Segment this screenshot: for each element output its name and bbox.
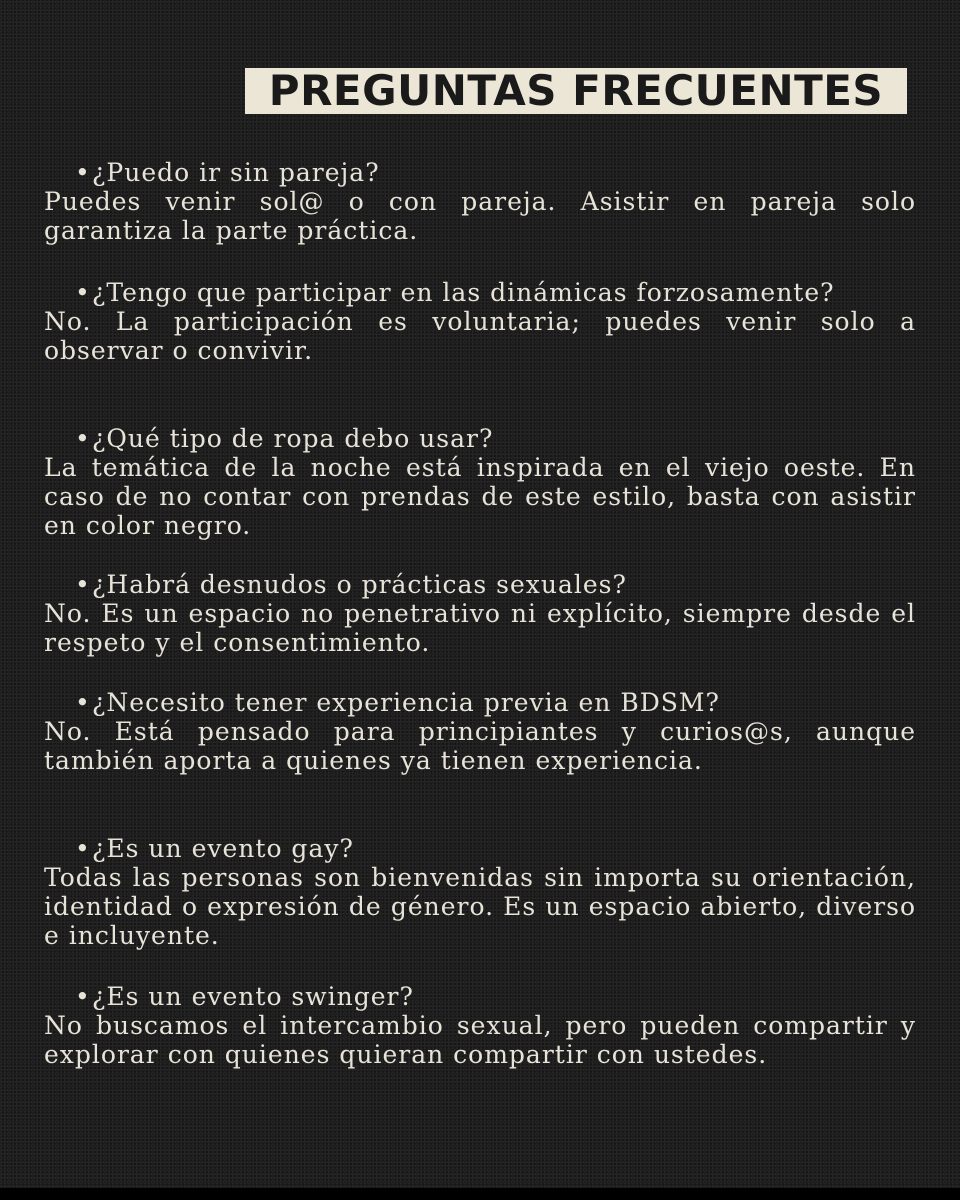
title-banner [245,68,907,114]
page-title: PREGUNTAS FRECUENTES [268,66,884,115]
bullet-icon: • [75,278,91,307]
faq-answer: Puedes venir sol@ o con pareja. Asistir en pareja solo garantiza la parte práctica. [44,187,916,245]
faq-item [44,278,916,365]
bullet-icon: • [75,982,91,1011]
faq-question: • ¿Tengo que participar en las dinámicas forzosamente? [75,278,835,307]
bullet-icon: • [75,688,91,717]
bullet-icon: • [75,158,91,187]
faq-question: • ¿Necesito tener experiencia previa en BDSM? [75,688,720,717]
faq-question: • ¿Puedo ir sin pareja? [75,158,380,187]
faq-answer: No buscamos el intercambio sexual, pero pueden compartir y explorar con quienes quieran compartir con ustedes. [44,1011,916,1069]
bottom-border [0,1188,960,1200]
faq-item [44,834,916,950]
faq-question: • ¿Es un evento swinger? [75,982,414,1011]
faq-item [44,570,916,657]
faq-answer: No. Está pensado para principiantes y curios@s, aunque también aporta a quienes ya tienen experiencia. [44,717,916,775]
bullet-icon: • [75,570,91,599]
faq-answer: La temática de la noche está inspirada en el viejo oeste. En caso de no contar con prendas de este estilo, basta con asistir en color negro. [44,453,916,540]
faq-item [44,158,916,245]
faq-item [44,688,916,775]
faq-answer: No. La participación es voluntaria; puedes venir solo a observar o convivir. [44,307,916,365]
faq-answer: Todas las personas son bienvenidas sin importa su orientación, identidad o expresión de género. Es un espacio abierto, diverso e incluyente. [44,863,916,950]
faq-answer: No. Es un espacio no penetrativo ni explícito, siempre desde el respeto y el consentimiento. [44,599,916,657]
faq-item [44,424,916,540]
bullet-icon: • [75,834,91,863]
bullet-icon: • [75,424,91,453]
faq-question: • ¿Es un evento gay? [75,834,354,863]
faq-item [44,982,916,1069]
faq-question: • ¿Habrá desnudos o prácticas sexuales? [75,570,627,599]
faq-question: • ¿Qué tipo de ropa debo usar? [75,424,494,453]
